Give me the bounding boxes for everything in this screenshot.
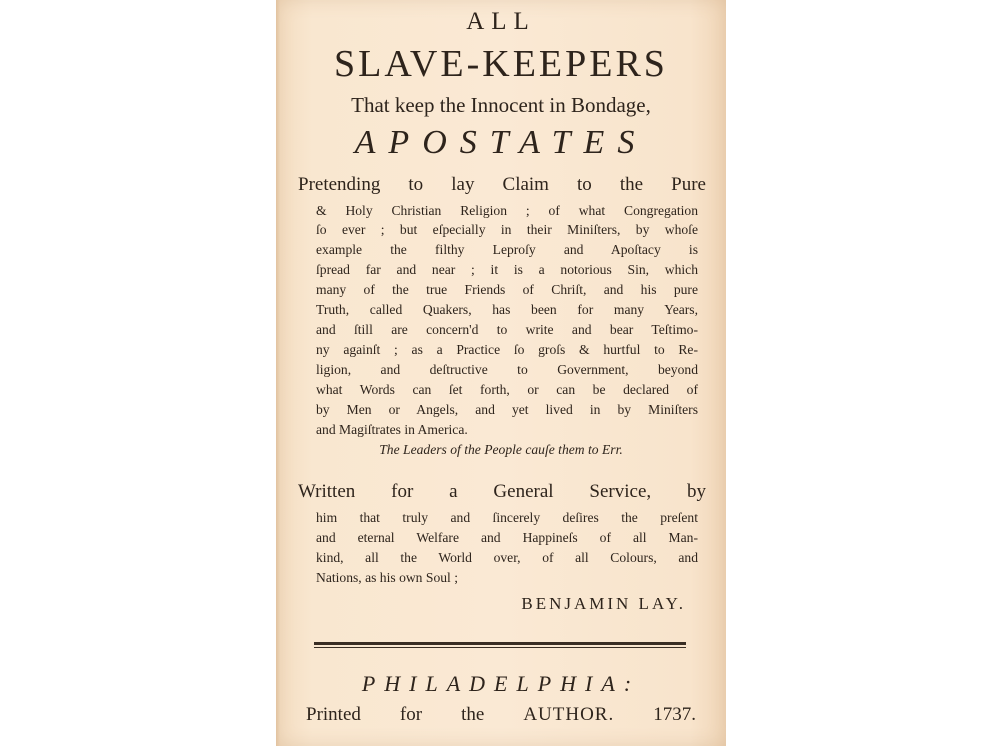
imprint-city: PHILADELPHIA: (361, 671, 641, 696)
body-line: ſpread far and near ; it is a notorious Sin, which (316, 262, 698, 277)
epigraph-leaders: The Leaders of the People cauſe them to Err. (379, 442, 623, 457)
body-line: example the filthy Leproſy and Apoſtacy is (316, 242, 698, 257)
imprint-author: AUTHOR. (523, 704, 615, 725)
written-body-line: kind, all the World over, of all Colours, and (316, 550, 698, 565)
body-line: ny againſt ; as a Practice ſo groſs & hurtful to Re- (316, 342, 698, 357)
written-body-line: Nations, as his own Soul ; (316, 570, 458, 585)
body-line: what Words can ſet forth, or can be declared of (316, 382, 698, 397)
heading-slave-keepers: SLAVE-KEEPERS (334, 43, 668, 85)
body-line: & Holy Christian Religion ; of what Congregation (316, 203, 698, 218)
imprint-year: 1737. (653, 704, 696, 725)
imprint-line (306, 704, 696, 726)
divider-rule (314, 642, 686, 645)
subtitle-pretending: Pretending to lay Claim to the Pure (298, 174, 706, 195)
heading-all: ALL (466, 8, 536, 35)
body-line: ligion, and deſtructive to Government, beyond (316, 362, 698, 377)
heading-innocent: That keep the Innocent in Bondage, (351, 93, 651, 117)
title-page (276, 0, 726, 746)
body-line: by Men or Angels, and yet lived in by Miniſters (316, 402, 698, 417)
author-name: BENJAMIN LAY. (521, 594, 686, 613)
heading-apostates: APOSTATES (354, 124, 648, 161)
page-spine-edge (276, 0, 280, 746)
written-body-line: and eternal Welfare and Happineſs of all Man- (316, 530, 698, 545)
body-line: ſo ever ; but eſpecially in their Miniſters, by whoſe (316, 222, 698, 237)
body-line: many of the true Friends of Chriſt, and his pure (316, 282, 698, 297)
imprint-prefix: Printed for the (306, 704, 485, 725)
written-body-line: him that truly and ſincerely deſires the preſent (316, 510, 698, 525)
divider-rule-thin (314, 647, 686, 648)
body-line: and ſtill are concern'd to write and bear Teſtimo- (316, 322, 698, 337)
written-for-line: Written for a General Service, by (298, 481, 706, 502)
body-line: and Magiſtrates in America. (316, 422, 468, 437)
body-line: Truth, called Quakers, has been for many Years, (316, 302, 698, 317)
